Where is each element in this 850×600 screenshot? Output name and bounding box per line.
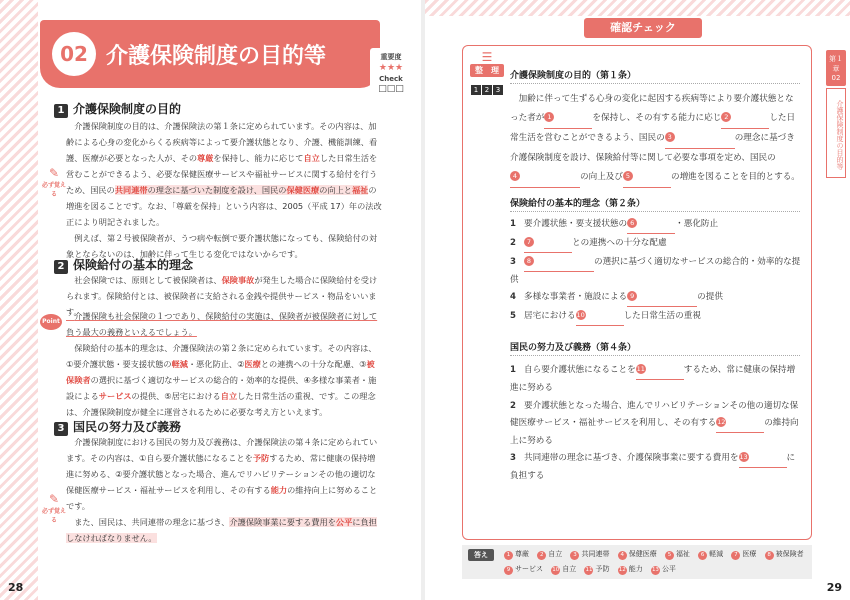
blank-9[interactable]: 9	[627, 289, 697, 307]
q2-item-1: 1 要介護状態・要支援状態の 6 ・悪化防止	[510, 216, 802, 234]
q3-title: 国民の努力及び義務（第４条）	[510, 340, 800, 356]
blank-8[interactable]: 8	[524, 254, 594, 272]
blank-2[interactable]: 2	[721, 109, 769, 129]
blank-7[interactable]: 7	[524, 235, 572, 253]
answers-row-1: 1 尊厳 2 自立 3 共同連帯 4 保健医療 5 福祉 6 軽減 7 医療 8 被保険者	[504, 549, 810, 560]
q2-item-5: 5 居宅における10 した日常生活の重視	[510, 308, 802, 326]
summary-badge	[470, 50, 504, 96]
pencil-icon: ✎	[48, 166, 60, 180]
answer-box	[462, 545, 812, 579]
q1-text: 加齢に伴って生ずる心身の変化に起因する疾病等により要介護状態となった者が 1 を保持し、その有する能力に応じ 2 した日常生活を営むことができるよう、国民の 3 の理念に基づき介護保険制度を設け、保険給付等に関して必要な事項を定め、国民の4 の向上及び 5 の増進を図ることを目的とする。	[510, 90, 802, 188]
blank-11[interactable]: 11	[636, 362, 684, 380]
importance-box	[370, 48, 412, 100]
importance-label: 重要度	[380, 53, 402, 61]
chapter-label: 第１章	[829, 55, 843, 73]
section-3-paragraph-2: また、国民は、共同連帯の理念に基づき、介護保険事業に要する費用を公平に負担しなければなりません。	[66, 517, 377, 543]
q3-item-3: 3 共同連帯の理念に基づき、介護保険事業に要する費用を13 に負担する	[510, 450, 802, 485]
section-1-paragraph-2: 例えば、第２号被保険者が、うつ病や転倒で要介護状態になっても、保険給付の対象とならないのは、加齢に伴って生じる変化ではないからです。	[66, 233, 378, 259]
right-page-number: 29	[826, 581, 842, 594]
section-number: 3	[54, 422, 68, 436]
summary-label: 整 理	[470, 64, 504, 77]
chapter-tab[interactable]	[826, 50, 846, 86]
q2-item-3: 3 8 の選択に基づく適切なサービスの総合的・効率的な提供	[510, 254, 802, 289]
blank-1[interactable]: 1	[544, 109, 592, 129]
left-page-number: 28	[8, 581, 24, 594]
summary-numbers: 1 2 3	[470, 77, 504, 96]
page-gutter	[421, 0, 425, 600]
importance-stars: ★★★	[378, 63, 404, 73]
section-number: 1	[54, 104, 68, 118]
blank-6[interactable]: 6	[627, 216, 675, 234]
section-number: 2	[54, 260, 68, 274]
q3-item-1: 1 自ら要介護状態になることを11 するため、常に健康の保持増進に努める	[510, 362, 802, 397]
section-2-paragraph-1: 社会保険では、原則として被保険者は、保険事故が発生した場合に保険給付を受けられます。保険給付とは、被保険者に支給される金銭や提供サービス・物品をいいます。	[66, 275, 378, 317]
blank-4[interactable]: 4	[510, 168, 580, 188]
section-2-point: 介護保険も社会保険の１つであり、保険給付の実施は、保険者が被保険者に対して負う最大の義務といえるでしょう。	[66, 311, 378, 337]
q2-title: 保険給付の基本的理念（第２条）	[510, 196, 800, 212]
blank-13[interactable]: 13	[739, 450, 787, 468]
section-title: 介護保険制度の目的	[73, 102, 182, 116]
must-remember-tag: ✎ 必ず覚える	[41, 166, 66, 198]
title-number: 02	[52, 32, 96, 76]
blank-3[interactable]: 3	[665, 129, 735, 149]
blank-12[interactable]: 12	[716, 415, 764, 433]
section-1-paragraph-1: 介護保険制度の目的は、介護保険法の第１条に定められています。その内容は、加齢による心身の変化からくる疾病等によって要介護状態となり、介護、機能訓練、看護、医療が必要となった人が、その尊厳を保持し、能力に応じて自立した日常生活を営むことができるよう、必要な保健医療サービスや福祉サービスに関する給付を行うため、国民の共同連帯の理念に基づいた制度を設け、国民の保健医療の向上と福祉の増進を図ることです。なお、「尊厳を保持」という内容は、2005（平成 17）年の法改正により明記されました。	[66, 121, 382, 227]
section-heading-1	[54, 100, 181, 118]
top-margin-stripes	[425, 0, 850, 16]
check-boxes[interactable]: □□□	[378, 84, 404, 94]
title-banner	[40, 20, 404, 94]
q1-title: 介護保険制度の目的（第１条）	[510, 68, 800, 84]
must-remember-tag: ✎ 必ず覚える	[41, 492, 66, 524]
q2-item-2: 2 7 との連携への十分な配慮	[510, 235, 802, 253]
blank-10[interactable]: 10	[576, 308, 624, 326]
answers-label: 答え	[468, 549, 494, 561]
section-title: 保険給付の基本的理念	[73, 258, 194, 272]
answers-row-2: 9 サービス 10 自立 11 予防 12 能力 13 公平	[504, 564, 682, 575]
chapter-section-number: 02	[831, 74, 841, 82]
section-3-paragraph-1: 介護保険制度における国民の努力及び義務は、介護保険法の第４条に定められています。その内容は、①自ら要介護状態になることを予防するため、常に健康の保持増進に努める、②要介護状態となった場合、進んでリハビリテーションその他の適切な保健医療サービス・福祉サービスを利用し、その有する能力の維持向上に努めることです。	[66, 437, 378, 511]
check-banner: 確認チェック	[584, 18, 702, 38]
list-icon: ☰	[481, 50, 493, 64]
blank-5[interactable]: 5	[623, 168, 671, 188]
chapter-title-tab: 介護保険制度の目的等	[826, 88, 846, 178]
pencil-icon: ✎	[48, 492, 60, 506]
q3-item-2: 2 要介護状態となった場合、進んでリハビリテーションその他の適切な保健医療サービス・福祉サービスを利用し、その有する12 の維持向上に努める	[510, 401, 799, 446]
left-margin-stripes	[0, 0, 38, 600]
section-2-paragraph-2: 保険給付の基本的理念は、介護保険法の第２条に定められています。その内容は、①要介護状態・要支援状態の軽減・悪化防止、②医療との連携への十分な配慮、③被保険者の選択に基づく適切なサービスの総合的・効率的な提供、④多様な事業者・施設によるサービスの提供、⑤居宅における自立した日常生活の重視、です。この理念は、介護保険制度が健全に運営されるために必要な考え方といえます。	[66, 343, 377, 417]
q2-item-4: 4 多様な事業者・施設による 9 の提供	[510, 289, 802, 307]
page-title: 介護保険制度の目的等	[106, 44, 327, 69]
point-tag: Point	[40, 314, 62, 330]
section-title: 国民の努力及び義務	[73, 420, 182, 434]
check-label: Check	[379, 75, 403, 83]
